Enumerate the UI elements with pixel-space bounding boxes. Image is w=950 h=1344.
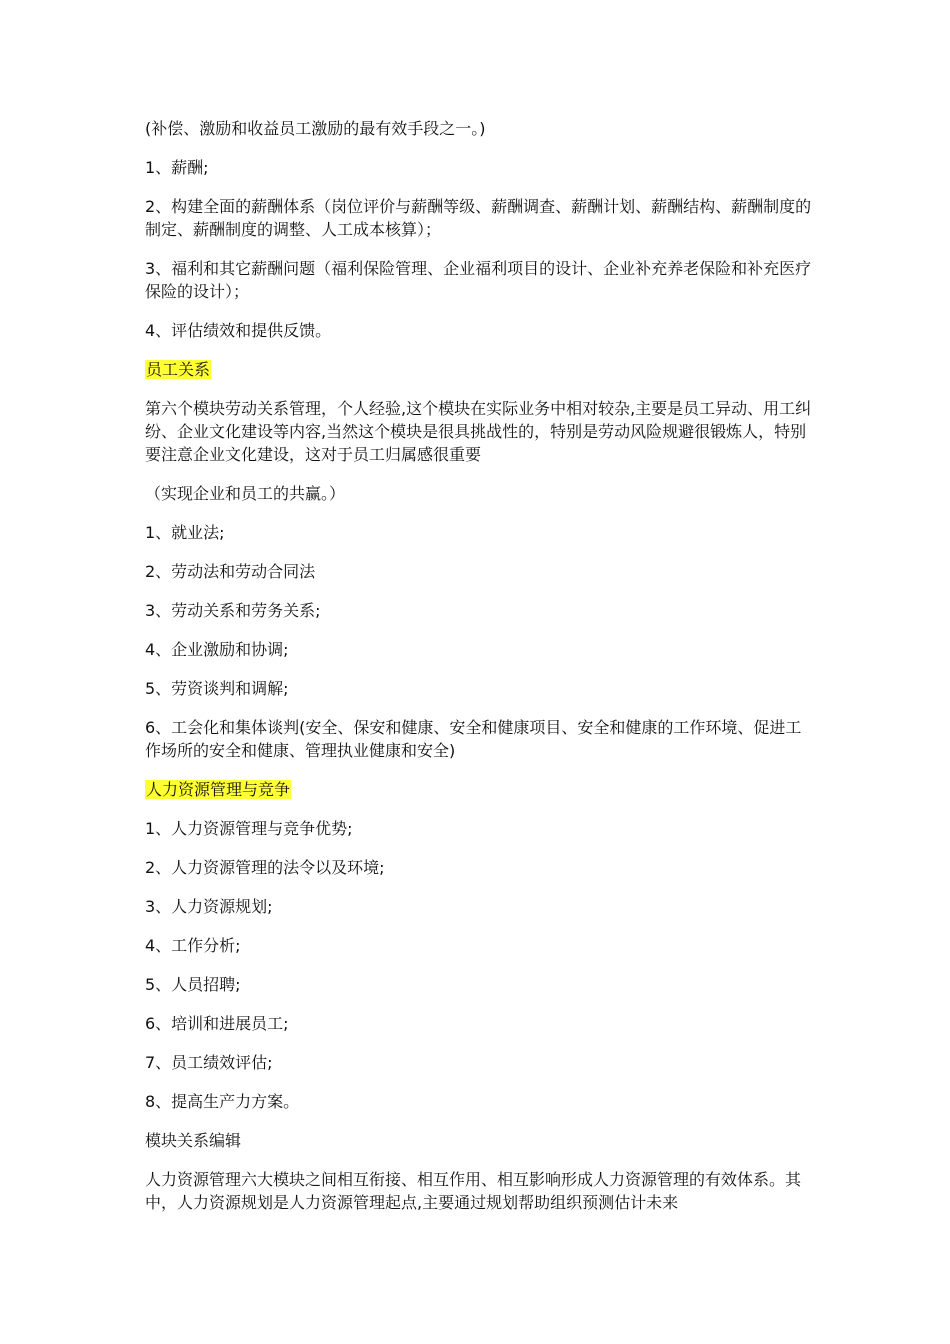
list-item-text: 3、劳动关系和劳务关系; [145,601,321,620]
paragraph [145,397,817,466]
list-item [145,817,817,840]
list-item-text: 6、工会化和集体谈判(安全、保安和健康、安全和健康项目、安全和健康的工作环境、促进工作场所的安全和健康、管理执业健康和安全) [145,718,802,760]
list-item [145,677,817,700]
list-item [145,195,817,241]
list-item [145,257,817,303]
list-item [145,1012,817,1035]
list-item-text: 3、人力资源规划; [145,897,273,916]
list-item-text: 8、提高生产力方案。 [145,1092,300,1111]
list-item [145,560,817,583]
highlighted-heading-text: 员工关系 [146,360,211,379]
list-item-text: 2、劳动法和劳动合同法 [145,562,316,581]
list-item [145,1090,817,1113]
paragraph-text: 第六个模块劳动关系管理，个人经验,这个模块在实际业务中相对较杂,主要是员工异动、用工纠纷、企业文化建设等内容,当然这个模块是很具挑战性的，特别是劳动风险规避很锻炼人，特别要注意企业文化建设，这对于员工归属感很重要 [145,399,812,464]
paragraph [145,1168,817,1214]
list-item-text: 1、薪酬; [145,158,209,177]
list-item [145,599,817,622]
paragraph-text: 人力资源管理六大模块之间相互衔接、相互作用、相互影响形成人力资源管理的有效体系。其中，人力资源规划是人力资源管理起点,主要通过规划帮助组织预测估计未来 [145,1170,802,1212]
list-item [145,521,817,544]
heading-text: 模块关系编辑 [145,1131,242,1150]
list-item [145,319,817,342]
section-heading-employee-relations [145,358,817,381]
list-item-text: 6、培训和进展员工; [145,1014,289,1033]
list-item-text: 1、就业法; [145,523,225,542]
paragraph [145,482,817,505]
list-item-text: 4、工作分析; [145,936,241,955]
paragraph-text: （实现企业和员工的共赢。） [145,484,346,503]
section-heading-module-relations [145,1129,817,1152]
paragraph-text: (补偿、激励和收益员工激励的最有效手段之一。) [145,119,486,138]
list-item [145,1051,817,1074]
list-item [145,716,817,762]
list-item-text: 4、企业激励和协调; [145,640,289,659]
list-item [145,895,817,918]
section-heading-hrm-competition [145,778,817,801]
highlighted-heading-text: 人力资源管理与竞争 [146,780,291,799]
list-item [145,156,817,179]
list-item [145,973,817,996]
document-body [145,117,817,1230]
list-item [145,856,817,879]
list-item-text: 1、人力资源管理与竞争优势; [145,819,353,838]
list-item-text: 4、评估绩效和提供反馈。 [145,321,332,340]
list-item-text: 5、人员招聘; [145,975,241,994]
list-item-text: 7、员工绩效评估; [145,1053,273,1072]
list-item-text: 5、劳资谈判和调解; [145,679,289,698]
list-item-text: 2、构建全面的薪酬体系（岗位评价与薪酬等级、薪酬调查、薪酬计划、薪酬结构、薪酬制度的制定、薪酬制度的调整、人工成本核算）； [145,197,812,239]
list-item-text: 3、福利和其它薪酬问题（福利保险管理、企业福利项目的设计、企业补充养老保险和补充医疗保险的设计）； [145,259,812,301]
list-item [145,934,817,957]
list-item-text: 2、人力资源管理的法令以及环境; [145,858,385,877]
list-item [145,638,817,661]
paragraph [145,117,817,140]
